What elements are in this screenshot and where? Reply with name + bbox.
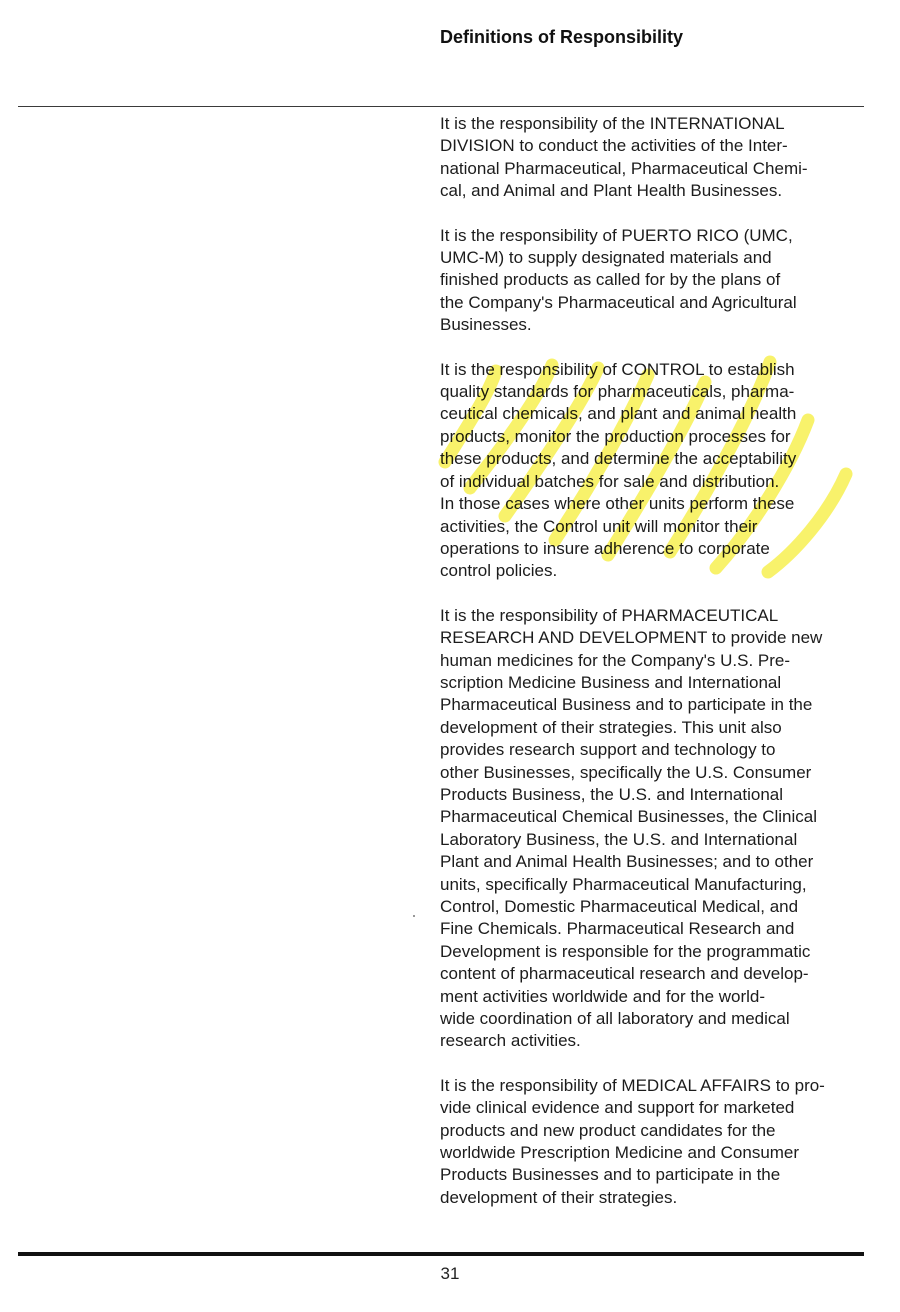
- text-line: Control, Domestic Pharmaceutical Medical, and: [440, 897, 799, 916]
- text-line: wide coordination of all laboratory and medical: [440, 1009, 790, 1029]
- top-divider: [18, 106, 864, 107]
- bottom-divider: [18, 1252, 864, 1256]
- paragraph-medical-affairs: [440, 1075, 870, 1209]
- text-line: units, specifically Pharmaceutical Manufacturing,: [440, 874, 807, 894]
- text-line: products, monitor the production processes for: [440, 426, 791, 446]
- text-line: finished products as called for by the plans of: [440, 270, 781, 290]
- text-line: scription Medicine Business and International: [440, 672, 782, 692]
- text-line: national Pharmaceutical, Pharmaceutical Chemi-: [440, 158, 808, 178]
- text-line: Pharmaceutical Business and to participate in the: [440, 695, 813, 715]
- text-line: provides research support and technology to: [440, 740, 776, 760]
- text-line: It is the responsibility of PUERTO RICO (UMC,: [440, 225, 793, 245]
- text-line: It is the responsibility of MEDICAL AFFAIRS to pro-: [440, 1075, 825, 1095]
- text-line: vide clinical evidence and support for marketed: [440, 1098, 795, 1118]
- text-line: Fine Chemicals. Pharmaceutical Research and: [440, 919, 795, 939]
- text-line: human medicines for the Company's U.S. Pre-: [440, 650, 791, 670]
- text-line: RESEARCH AND DEVELOPMENT to provide new: [440, 628, 823, 648]
- page-speck: [413, 915, 415, 917]
- text-line: It is the responsibility of PHARMACEUTICAL: [440, 605, 779, 625]
- text-line: Businesses.: [440, 315, 532, 335]
- paragraph-pharmaceutical-research: [440, 605, 870, 1053]
- text-line: Development is responsible for the programmatic: [440, 941, 811, 961]
- text-line: development of their strategies.: [440, 1187, 678, 1207]
- text-line: quality standards for pharmaceuticals, pharma-: [440, 382, 795, 402]
- text-line: development of their strategies. This unit also: [440, 717, 782, 737]
- text-line: other Businesses, specifically the U.S. Consumer: [440, 762, 812, 782]
- text-line: In those cases where other units perform these: [440, 494, 795, 514]
- paragraph-control: [440, 359, 870, 583]
- text-line: research activities.: [440, 1031, 581, 1051]
- text-line: UMC-M) to supply designated materials and: [440, 248, 772, 268]
- text-line: content of pharmaceutical research and develop-: [440, 964, 809, 984]
- text-line: these products, and determine the acceptability: [440, 449, 797, 469]
- page-number: 31: [440, 1264, 460, 1283]
- text-line: It is the responsibility of the INTERNATIONAL: [440, 114, 785, 133]
- text-line: ceutical chemicals, and plant and animal health: [440, 404, 797, 424]
- page-title: Definitions of Responsibility: [440, 27, 684, 47]
- text-line: activities, the Control unit will monitor their: [440, 516, 758, 536]
- text-line: It is the responsibility of CONTROL to establish: [440, 359, 795, 379]
- text-line: Laboratory Business, the U.S. and International: [440, 829, 798, 849]
- text-line: cal, and Animal and Plant Health Businesses.: [440, 181, 783, 201]
- text-line: worldwide Prescription Medicine and Consumer: [440, 1143, 800, 1163]
- text-line: Pharmaceutical Chemical Businesses, the Clinical: [440, 807, 817, 827]
- text-line: products and new product candidates for the: [440, 1120, 776, 1140]
- text-line: Products Businesses and to participate in the: [440, 1165, 781, 1185]
- text-line: the Company's Pharmaceutical and Agricultural: [440, 292, 797, 312]
- document-body: [440, 113, 870, 1209]
- text-line: Products Business, the U.S. and International: [440, 784, 784, 804]
- text-line: DIVISION to conduct the activities of the Inter-: [440, 136, 788, 156]
- text-line: ment activities worldwide and for the world-: [440, 986, 766, 1006]
- text-line: of individual batches for sale and distribution.: [440, 471, 780, 491]
- text-line: operations to insure adherence to corporate: [440, 538, 770, 558]
- paragraph-puerto-rico: [440, 225, 870, 337]
- paragraph-international-division: [440, 113, 870, 203]
- text-line: control policies.: [440, 561, 558, 581]
- text-line: Plant and Animal Health Businesses; and to other: [440, 852, 814, 872]
